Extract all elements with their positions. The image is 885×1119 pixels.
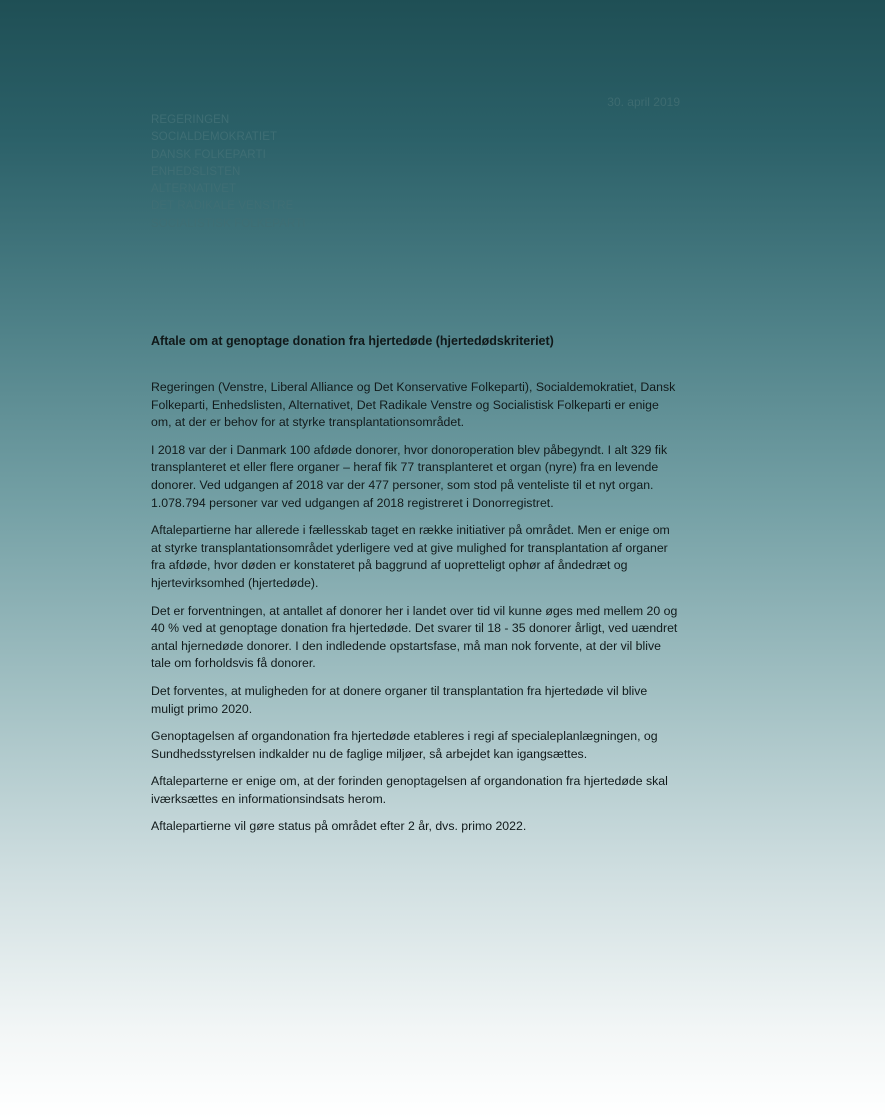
body-paragraph: Aftaleparterne er enige om, at der forinden genoptagelsen af organdonation fra hjertedøde skal iværksættes en informationsindsats herom. [151,774,668,806]
body-paragraph: Genoptagelsen af organdonation fra hjertedøde etableres i regi af specialeplanlægningen, og Sundhedsstyrelsen indkalder nu de faglige miljøer, så arbejdet kan igangsættes. [151,729,658,761]
body-paragraph: I 2018 var der i Danmark 100 afdøde donorer, hvor donoroperation blev påbegyndt. I alt 329 fik transplanteret et eller flere organer – heraf fik 77 transplanteret et organ (nyre) fra en levende donorer. Ved udgangen af 2018 var der 477 personer, som stod på venteliste til et nyt organ. 1.078.794 personer var ved udgangen af 2018 registreret i Donorregistret. [151,442,668,510]
recipient-item: DET RADIKALE VENSTRE [151,200,294,213]
document-title: Aftale om at genoptage donation fra hjertedøde (hjertedødskriteriet) [151,334,554,348]
recipient-list [151,112,306,233]
recipient-item: ALTERNATIVET [151,183,237,196]
recipient-item: SOCIALISTISK FOLKEPARTI [151,217,306,230]
document-date: 30. april 2019 [607,95,680,109]
body-paragraph: Aftalepartierne vil gøre status på området efter 2 år, dvs. primo 2022. [151,819,527,834]
recipient-item: DANSK FOLKEPARTI [151,148,266,161]
body-paragraph: Aftalepartierne har allerede i fællesskab taget en række initiativer på området. Men er enige om at styrke transplantationsområdet yderligere ved at give mulighed for transplantation af organer fra afdøde, hvor døden er konstateret på baggrund af uopretteligt ophør af åndedræt og hjertevirksomhed (hjertedøde). [151,523,670,590]
recipient-item: REGERINGEN [151,114,230,126]
document-body [151,379,681,846]
body-paragraph: Det forventes, at muligheden for at donere organer til transplantation fra hjertedøde vil blive muligt primo 2020. [151,683,648,716]
recipient-item: ENHEDSLISTEN [151,165,241,178]
recipient-item: SOCIALDEMOKRATIET [151,131,278,144]
body-paragraph: Regeringen (Venstre, Liberal Alliance og Det Konservative Folkeparti), Socialdemokratiet, Dansk Folkeparti, Enhedslisten, Alternativet, Det Radikale Venstre og Socialistisk Folkeparti er enige om, at der er behov for at styrke transplantationsområdet. [151,380,676,430]
body-paragraph: Det er forventningen, at antallet af donorer her i landet over tid vil kunne øges med mellem 20 og 40 % ved at genoptage donation fra hjertedøde. Det svarer til 18 - 35 donorer årligt, ved uændret antal hjernedøde donorer. I den indledende opstartsfase, må man nok forvente, at der vil blive tale om forholdsvis få donorer. [151,603,678,671]
